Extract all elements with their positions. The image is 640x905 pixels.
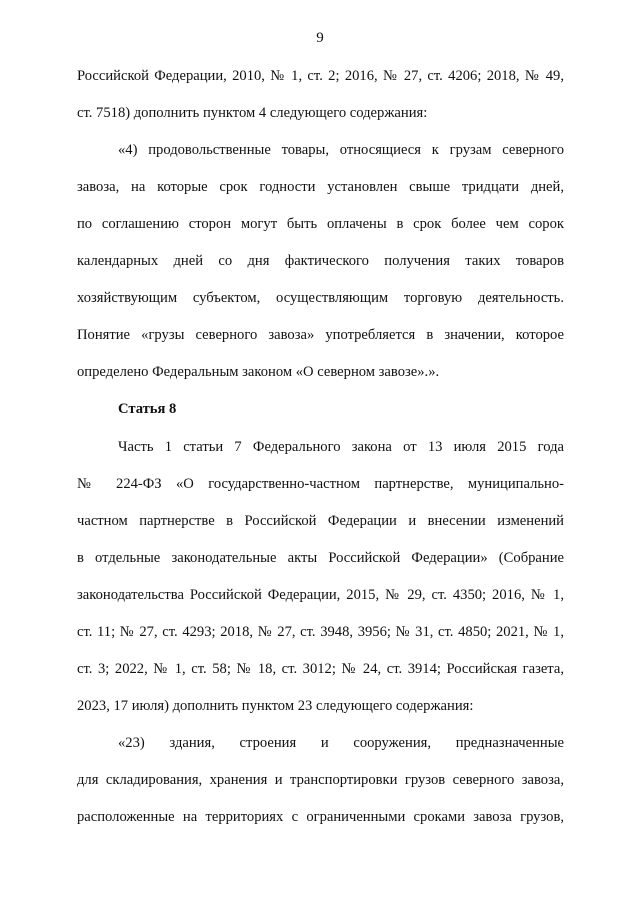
text-line: частном партнерстве в Российской Федерации и внесении изменений	[77, 513, 564, 529]
text-line: определено Федеральным законом «О северном завозе».».	[77, 364, 440, 380]
page-number: 9	[316, 30, 324, 46]
text-line: в отдельные законодательные акты Российской Федерации» (Собрание	[77, 550, 564, 566]
text-line: ст. 3; 2022, № 1, ст. 58; № 18, ст. 3012; № 24, ст. 3914; Российская газета,	[77, 661, 564, 677]
article-heading: Статья 8	[118, 401, 177, 417]
text-line: завоза, на которые срок годности установлен свыше тридцати дней,	[77, 179, 564, 195]
text-line: ст. 11; № 27, ст. 4293; 2018, № 27, ст. 3948, 3956; № 31, ст. 4850; 2021, № 1,	[77, 624, 564, 640]
text-line: календарных дней со дня фактического получения таких товаров	[77, 253, 564, 269]
text-line: законодательства Российской Федерации, 2015, № 29, ст. 4350; 2016, № 1,	[77, 587, 564, 603]
text-line: хозяйствующим субъектом, осуществляющим торговую деятельность.	[77, 290, 564, 306]
text-line: Российской Федерации, 2010, № 1, ст. 2; 2016, № 27, ст. 4206; 2018, № 49,	[77, 68, 564, 84]
text-line: № 224-ФЗ «О государственно-частном партнерстве, муниципально-	[77, 476, 564, 492]
text-line: для складирования, хранения и транспортировки грузов северного завоза,	[77, 772, 564, 788]
text-line: «23) здания, строения и сооружения, предназначенные	[118, 735, 564, 751]
text-line: «4) продовольственные товары, относящиеся к грузам северного	[118, 142, 564, 158]
text-line: Понятие «грузы северного завоза» употребляется в значении, которое	[77, 327, 564, 343]
text-line: Часть 1 статьи 7 Федерального закона от 13 июля 2015 года	[118, 439, 564, 455]
text-line: расположенные на территориях с ограниченными сроками завоза грузов,	[77, 809, 564, 825]
text-line: по соглашению сторон могут быть оплачены в срок более чем сорок	[77, 216, 564, 232]
text-line: 2023, 17 июля) дополнить пунктом 23 следующего содержания:	[77, 698, 474, 714]
text-line: ст. 7518) дополнить пунктом 4 следующего содержания:	[77, 105, 428, 121]
